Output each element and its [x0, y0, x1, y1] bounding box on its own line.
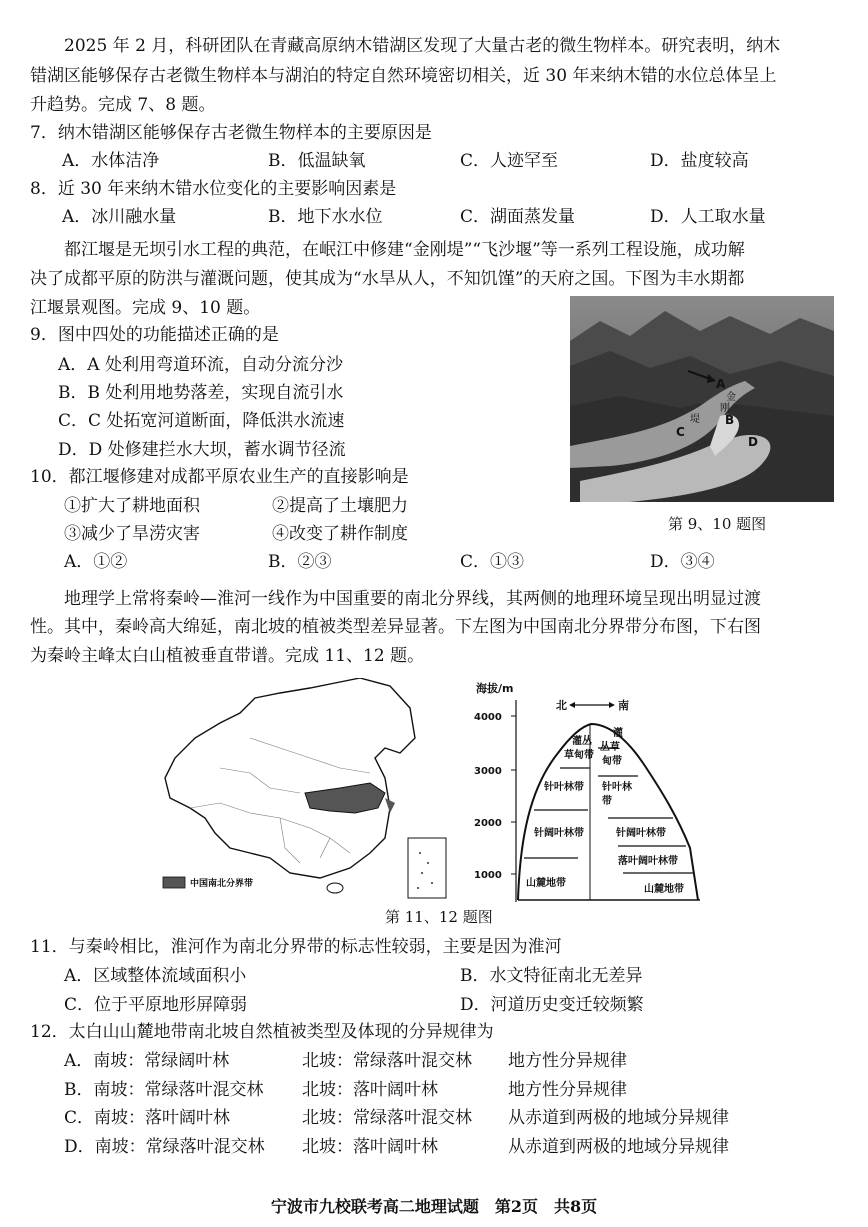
profile-ytick-3000: 3000 [474, 766, 502, 777]
map-legend-label: 中国南北分界带 [190, 879, 254, 889]
profile-south-band-3: 甸带 [602, 756, 622, 767]
q12-a-north: 北坡：常绿落叶混交林 [302, 1051, 472, 1071]
intro2-line3: 江堰景观图。完成 9、10 题。 [30, 298, 261, 318]
profile-south-label: 南 [618, 699, 629, 712]
photo-label-c: C [676, 425, 685, 439]
q8-stem: 8．近 30 年来纳木错水位变化的主要影响因素是 [30, 179, 397, 199]
profile-south-band-5: 带 [602, 796, 612, 807]
intro2-line2: 决了成都平原的防洪与灌溉问题，使其成为“水旱从人，不知饥馑”的天府之国。下图为丰水期都 [30, 269, 745, 289]
q8-option-a: A．冰川融水量 [62, 207, 177, 227]
photo-dike-char-2: 刚 [720, 403, 730, 414]
q10-option-a: A．①② [64, 552, 128, 572]
q12-b-north: 北坡：落叶阔叶林 [302, 1080, 438, 1100]
profile-north-band-4: 针阔叶林带 [534, 828, 584, 839]
q7-option-d: D．盐度较高 [650, 151, 749, 171]
figure-caption-11-12: 第 11、12 题图 [385, 908, 493, 926]
profile-ytick-4000: 4000 [474, 712, 502, 723]
page-footer: 宁波市九校联考高二地理试题 第2页 共8页 [270, 1197, 598, 1216]
q12-stem: 12．太白山山麓地带南北坡自然植被类型及体现的分异规律为 [30, 1022, 494, 1042]
q9-option-d: D．D 处修建拦水大坝，蓄水调节径流 [58, 440, 346, 460]
dujiangyan-photo [570, 296, 834, 502]
profile-north-band-1: 灌丛 [572, 736, 592, 747]
q9-stem: 9．图中四处的功能描述正确的是 [30, 325, 279, 345]
q10-option-b: B．②③ [268, 552, 332, 572]
q8-option-d: D．人工取水量 [650, 207, 766, 227]
profile-south-band-7: 落叶阔叶林带 [618, 856, 678, 867]
q12-a-rule: 地方性分异规律 [508, 1051, 627, 1071]
intro1-line1: 2025 年 2 月，科研团队在青藏高原纳木错湖区发现了大量古老的微生物样本。研究表明，纳木 [64, 36, 781, 56]
q8-option-c: C．湖面蒸发量 [460, 207, 576, 227]
intro3-line3: 为秦岭主峰太白山植被垂直带谱。完成 11、12 题。 [30, 646, 425, 666]
profile-north-band-5: 山麓地带 [526, 878, 566, 889]
q11-option-a: A．区域整体流域面积小 [64, 966, 247, 986]
q12-b-rule: 地方性分异规律 [508, 1080, 627, 1100]
vegetation-profile [468, 678, 713, 903]
photo-dike-char-1: 金 [726, 392, 736, 403]
q8-option-b: B．地下水水位 [268, 207, 383, 227]
q10-item-4: ④改变了耕作制度 [272, 524, 408, 544]
intro2-line1: 都江堰是无坝引水工程的典范，在岷江中修建“金刚堤”“飞沙堰”等一系列工程设施，成功解 [64, 240, 745, 260]
q11-option-b: B．水文特征南北无差异 [460, 966, 643, 986]
profile-south-band-8: 山麓地带 [644, 884, 684, 895]
q10-stem: 10．都江堰修建对成都平原农业生产的直接影响是 [30, 467, 409, 487]
q7-option-c: C．人迹罕至 [460, 151, 559, 171]
q10-item-1: ①扩大了耕地面积 [64, 496, 200, 516]
profile-north-label: 北 [556, 699, 567, 712]
profile-ytick-1000: 1000 [474, 870, 502, 881]
photo-caption: 第 9、10 题图 [668, 515, 767, 533]
q12-b-south: B．南坡：常绿落叶混交林 [64, 1080, 264, 1100]
q10-option-d: D．③④ [650, 552, 715, 572]
q10-option-c: C．①③ [460, 552, 525, 572]
profile-ytick-2000: 2000 [474, 818, 502, 829]
q7-option-b: B．低温缺氧 [268, 151, 366, 171]
profile-south-band-1: 灌 [613, 728, 623, 739]
intro1-line2: 错湖区能够保存古老微生物样本与湖泊的特定自然环境密切相关，近 30 年来纳木错的水位总体呈上 [30, 66, 777, 86]
profile-south-band-6: 针阔叶林带 [616, 828, 666, 839]
q11-stem: 11．与秦岭相比，淮河作为南北分界带的标志性较弱，主要是因为淮河 [30, 937, 562, 957]
q11-option-c: C．位于平原地形屏障弱 [64, 995, 248, 1015]
profile-south-band-4: 针叶林 [602, 782, 632, 793]
q7-option-a: A．水体洁净 [62, 151, 160, 171]
profile-south-band-2: 丛草 [600, 742, 620, 753]
intro3-line1: 地理学上常将秦岭—淮河一线作为中国重要的南北分界线，其两侧的地理环境呈现出明显过渡 [64, 589, 761, 609]
q12-c-north: 北坡：常绿落叶混交林 [302, 1108, 472, 1128]
profile-north-band-2: 草甸带 [564, 750, 594, 761]
profile-north-band-3: 针叶林带 [544, 782, 584, 793]
q11-option-d: D．河道历史变迁较频繁 [460, 995, 644, 1015]
china-map [160, 678, 450, 903]
q7-stem: 7．纳木错湖区能够保存古老微生物样本的主要原因是 [30, 123, 432, 143]
q12-d-north: 北坡：落叶阔叶林 [302, 1137, 438, 1157]
intro3-line2: 性。其中，秦岭高大绵延，南北坡的植被类型差异显著。下左图为中国南北分界带分布图，下右图 [30, 617, 761, 637]
photo-dike-char-3: 堤 [690, 414, 700, 425]
q12-c-rule: 从赤道到两极的地域分异规律 [508, 1108, 729, 1128]
q9-option-c: C．C 处拓宽河道断面，降低洪水流速 [58, 411, 345, 431]
photo-label-d: D [748, 435, 758, 449]
q9-option-a: A．A 处利用弯道环流，自动分流分沙 [58, 355, 343, 375]
q10-item-2: ②提高了土壤肥力 [272, 496, 408, 516]
q9-option-b: B．B 处利用地势落差，实现自流引水 [58, 383, 344, 403]
intro1-line3: 升趋势。完成 7、8 题。 [30, 95, 216, 115]
profile-ylabel: 海拔/m [476, 682, 514, 695]
q12-d-south: D．南坡：常绿落叶混交林 [64, 1137, 265, 1157]
photo-label-b: B [725, 413, 735, 427]
q10-item-3: ③减少了旱涝灾害 [64, 524, 200, 544]
q12-c-south: C．南坡：落叶阔叶林 [64, 1108, 231, 1128]
q12-a-south: A．南坡：常绿阔叶林 [64, 1051, 230, 1071]
q12-d-rule: 从赤道到两极的地域分异规律 [508, 1137, 729, 1157]
photo-label-a: A [716, 377, 726, 391]
